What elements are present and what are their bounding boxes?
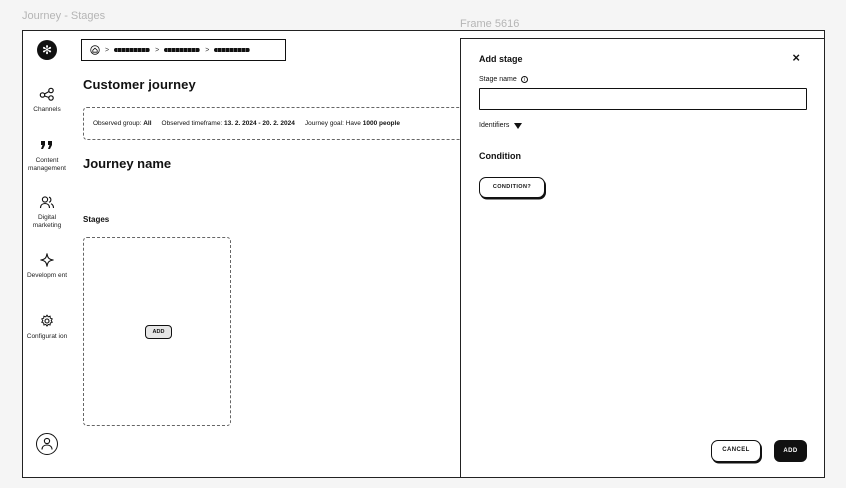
sidebar-item-content-management[interactable] xyxy=(23,138,71,173)
observed-group: Observed group: All xyxy=(93,120,152,127)
sidebar-item-digital-marketing[interactable] xyxy=(23,195,71,230)
sidebar-item-configuration[interactable] xyxy=(23,314,71,341)
journey-goal: Journey goal: Have 1000 people xyxy=(304,120,400,127)
breadcrumb-item[interactable] xyxy=(114,48,150,52)
identifiers-label: Identifiers xyxy=(479,122,510,129)
stage-name-label: Stage name i xyxy=(479,76,528,83)
logo-icon[interactable]: ✻ xyxy=(37,40,57,60)
add-stage-panel xyxy=(460,38,825,478)
cancel-button[interactable]: CANCEL xyxy=(711,440,761,462)
stages-heading: Stages xyxy=(83,215,110,224)
channels-icon xyxy=(23,87,71,103)
sidebar xyxy=(23,31,71,477)
identifiers-toggle[interactable] xyxy=(479,122,522,129)
add-button[interactable]: ADD xyxy=(774,440,807,462)
quote-icon xyxy=(23,138,71,154)
page-title: Customer journey xyxy=(83,77,196,92)
journey-name-heading[interactable]: Journey name xyxy=(83,156,172,171)
frame-title: Journey - Stages xyxy=(22,10,106,22)
stage-placeholder xyxy=(83,237,231,426)
app-window xyxy=(22,30,825,478)
sidebar-item-label: Channels xyxy=(33,106,61,113)
frame-title-secondary: Frame 5616 xyxy=(460,18,520,30)
sidebar-item-label: Digital marketing xyxy=(32,214,62,229)
gear-icon xyxy=(23,314,71,330)
sidebar-item-channels[interactable] xyxy=(23,87,71,114)
breadcrumb-item[interactable] xyxy=(164,48,200,52)
sidebar-item-development[interactable] xyxy=(23,253,71,280)
home-icon[interactable] xyxy=(90,45,100,55)
caret-down-icon xyxy=(514,123,522,129)
sidebar-item-label: Configurat ion xyxy=(26,333,68,340)
breadcrumb-item[interactable] xyxy=(214,48,250,52)
info-icon[interactable]: i xyxy=(521,76,528,83)
observed-timeframe: Observed timeframe: 13. 2. 2024 - 20. 2. 2024 xyxy=(161,120,295,127)
breadcrumb-separator: > xyxy=(155,46,160,54)
condition-heading: Condition xyxy=(479,151,521,161)
breadcrumb-separator: > xyxy=(105,46,110,54)
journey-info-box xyxy=(83,107,503,140)
users-icon xyxy=(23,195,71,211)
panel-title: Add stage xyxy=(479,54,523,64)
stage-name-input[interactable] xyxy=(479,88,807,110)
sidebar-item-label: Developm ent xyxy=(26,272,68,279)
breadcrumb-separator: > xyxy=(205,46,210,54)
add-stage-button[interactable]: ADD xyxy=(145,325,172,339)
close-icon[interactable]: × xyxy=(792,50,800,65)
avatar[interactable] xyxy=(36,433,58,455)
condition-button[interactable]: CONDITION? xyxy=(479,177,545,198)
breadcrumb xyxy=(81,39,286,61)
sparkle-icon xyxy=(23,253,71,269)
sidebar-item-label: Content management xyxy=(28,157,66,172)
